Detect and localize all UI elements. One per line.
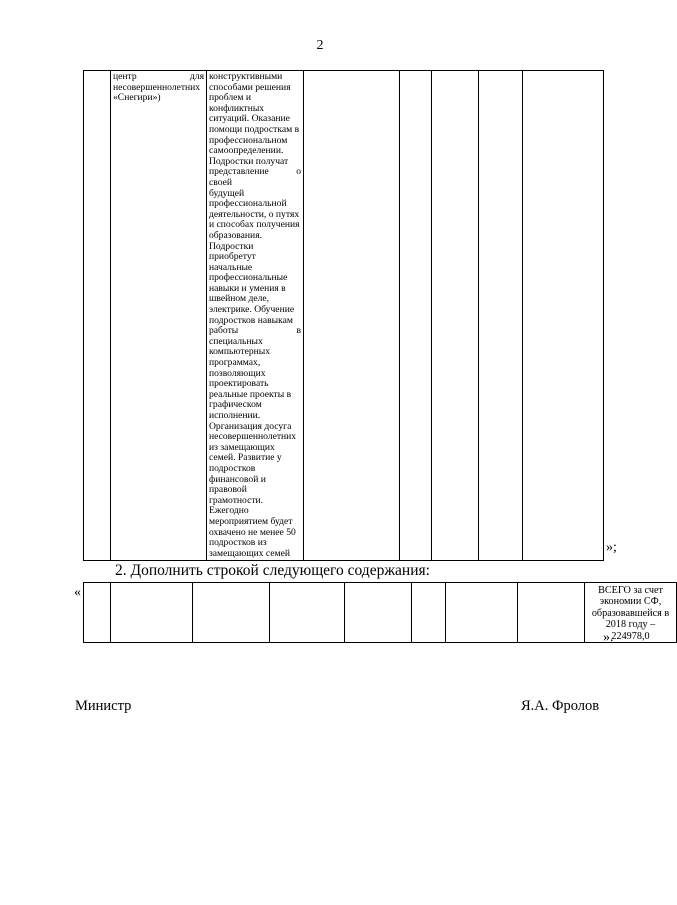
total-line: ВСЕГО за счет	[598, 585, 663, 596]
description-line: мероприятием будет	[209, 515, 293, 527]
description-line: реальные проекты в	[209, 388, 292, 400]
description-line: графическом	[209, 399, 262, 411]
table-cell	[518, 583, 585, 643]
description-line: несовершеннолетних	[209, 431, 297, 443]
total-line: образовавшейся в	[591, 607, 670, 619]
table-cell	[84, 71, 111, 561]
table-cell	[270, 583, 345, 643]
table-cell	[345, 583, 412, 643]
table-row	[84, 71, 604, 561]
total-line: 224978,0	[611, 630, 650, 642]
total-cell	[585, 583, 677, 643]
org-line: центр для	[113, 71, 204, 82]
description-line: правовой	[209, 484, 247, 496]
table-cell	[479, 71, 523, 561]
opening-quote: «	[74, 585, 81, 600]
description-line: деятельности, о путях	[209, 208, 300, 220]
description-line: представление о своей	[209, 166, 301, 188]
page-number: 2	[316, 38, 324, 53]
description-line: будущей	[209, 187, 245, 199]
closing-quote: »;	[606, 540, 617, 555]
description-line: позволяющих	[209, 367, 266, 379]
description-line: конфликтных	[209, 102, 265, 114]
table-cell	[193, 583, 270, 643]
table-row	[84, 583, 677, 643]
description-line: компьютерных	[209, 346, 271, 358]
description-line: программах,	[209, 357, 261, 369]
description-line: образования.	[209, 229, 263, 241]
description-line: начальные	[209, 261, 253, 273]
description-line: исполнении.	[209, 410, 261, 421]
signer-name: Я.А. Фролов	[521, 698, 600, 714]
description-line: швейном деле,	[209, 293, 270, 305]
description-line: замещающих семей	[209, 547, 291, 559]
table-cell	[523, 71, 604, 561]
signer-title: Министр	[75, 698, 132, 714]
org-line: несовершеннолетних	[113, 81, 201, 93]
description-line: охвачено не менее 50	[209, 526, 296, 538]
description-line: конструктивными	[209, 71, 283, 82]
description-line: Организация досуга	[209, 420, 292, 432]
description-line: Ежегодно	[209, 505, 249, 517]
description-line: и способах получения	[209, 219, 300, 231]
table-cell	[111, 583, 193, 643]
table-cell	[84, 583, 111, 643]
program-table	[83, 70, 604, 561]
description-line: профессиональном	[209, 134, 288, 146]
description-line: способами решения	[209, 81, 291, 93]
org-line: «Снегири»)	[113, 92, 161, 104]
description-line: помощи подросткам в	[209, 123, 300, 135]
total-line: экономии СФ,	[599, 596, 662, 608]
description-line: Подростки	[209, 240, 254, 252]
description-line: подростков	[209, 462, 256, 474]
table-cell	[412, 583, 446, 643]
description-line: Подростки получат	[209, 155, 289, 167]
amendment-point-2: 2. Дополнить строкой следующего содержания:	[115, 562, 430, 579]
organization-cell	[111, 71, 207, 561]
description-cell	[207, 71, 304, 561]
description-line: семей. Развитие у	[209, 452, 282, 464]
description-line: профессиональной	[209, 198, 287, 210]
description-line: навыки и умения в	[209, 282, 286, 294]
table-cell	[400, 71, 432, 561]
description-line: из замещающих	[209, 441, 275, 453]
description-line: самоопределении.	[209, 145, 284, 157]
closing-quote: ».	[603, 630, 614, 645]
table-cell	[432, 71, 479, 561]
description-line: ситуаций. Оказание	[209, 113, 290, 125]
total-line: 2018 году –	[605, 619, 656, 631]
description-line: профессиональные	[209, 272, 288, 284]
total-row-table	[83, 582, 677, 643]
description-line: подростков навыкам	[209, 314, 293, 326]
description-line: финансовой и	[209, 473, 266, 485]
description-line: работы в специальных	[209, 325, 301, 347]
table-cell	[446, 583, 518, 643]
description-line: проектировать	[209, 378, 269, 390]
table-cell	[304, 71, 400, 561]
description-line: грамотности.	[209, 494, 264, 506]
description-line: проблем и	[209, 92, 252, 104]
description-line: электрике. Обучение	[209, 304, 295, 316]
description-line: подростков из	[209, 537, 267, 549]
description-line: приобретут	[209, 251, 256, 263]
